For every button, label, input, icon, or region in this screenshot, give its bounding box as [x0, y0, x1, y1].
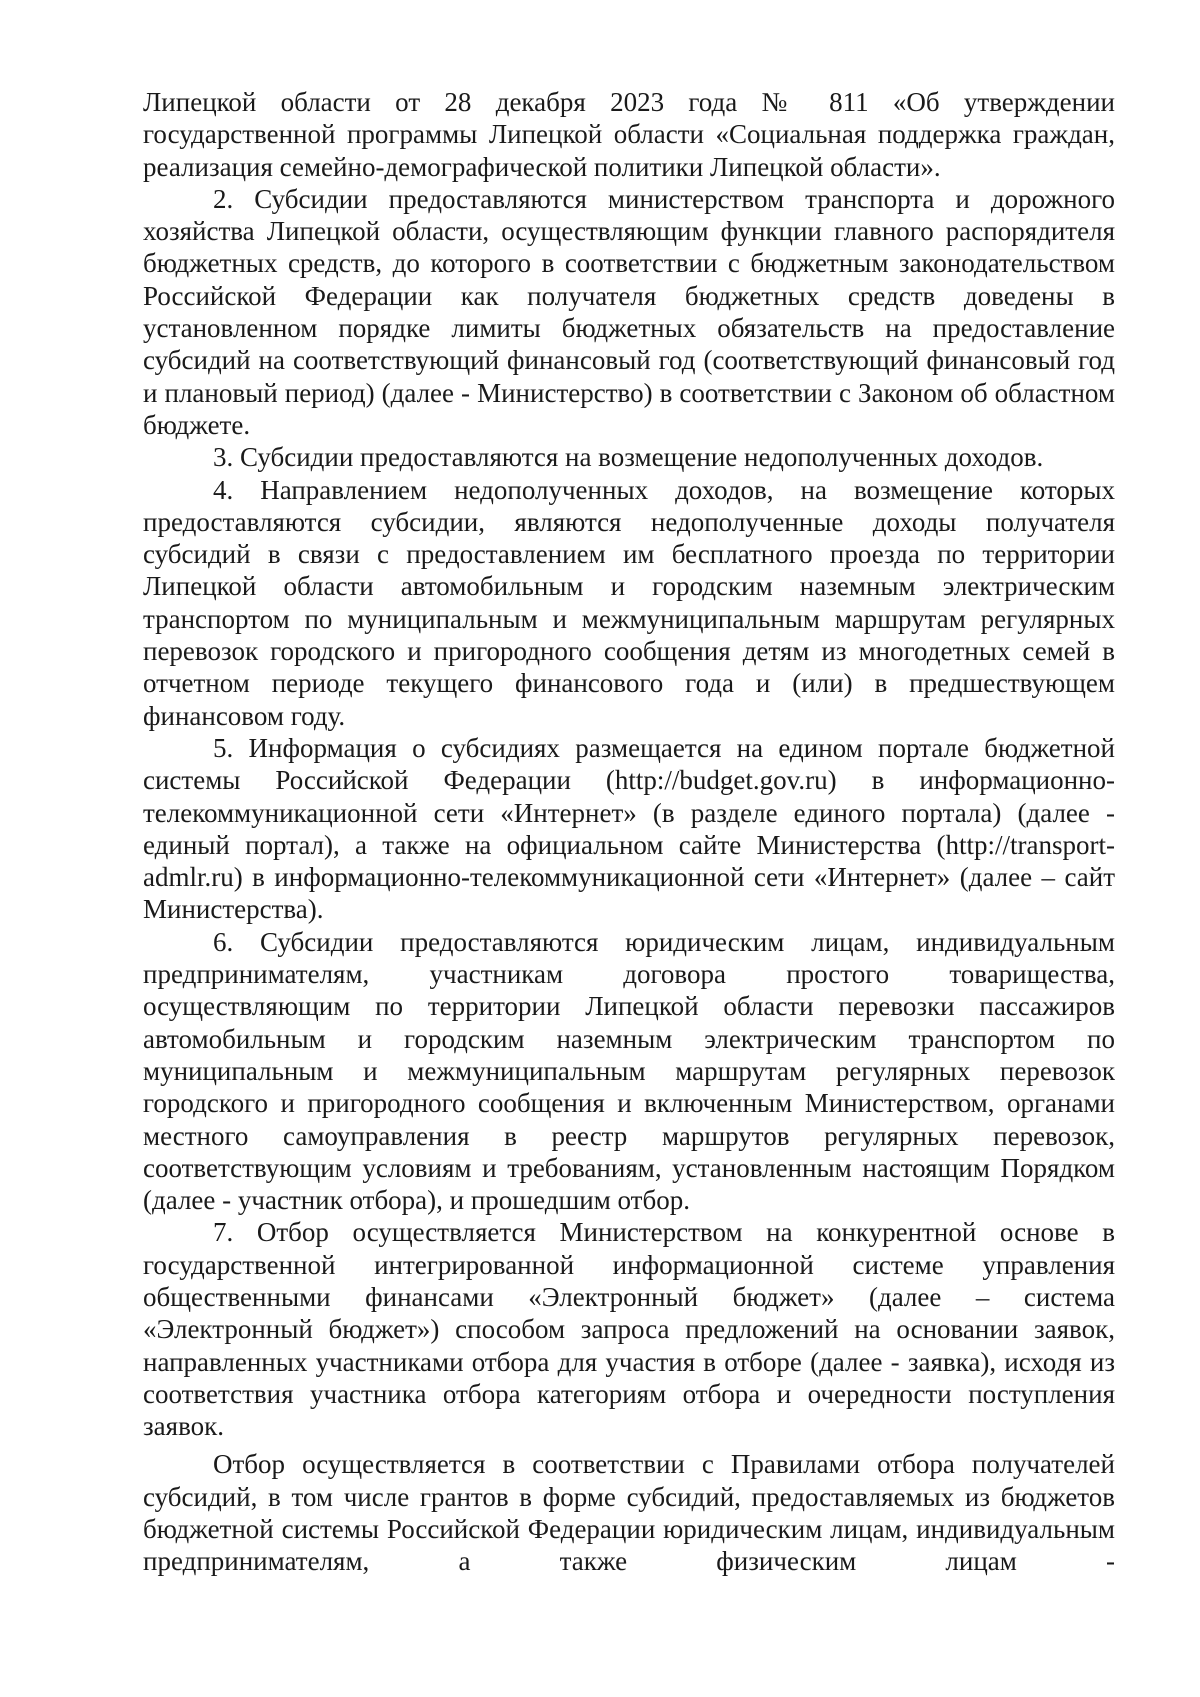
paragraph-clause-6: 6. Субсидии предоставляются юридическим лицам, индивидуальным предпринимателям, участникам договора простого товарищества, осуществляющим по территории Липецкой области перевозки пассажиров автомобильным и городским наземным электрическим транспортом по муниципальным и межмуниципальным маршрутам регулярных перевозок городского и пригородного сообщения и включенным Министерством, органами местного самоуправления в реестр маршрутов регулярных перевозок, соответствующим условиям и требованиям, установленным настоящим Порядком (далее - участник отбора), и прошедшим отбор. — [143, 926, 1115, 1216]
paragraph-clause-2: 2. Субсидии предоставляются министерством транспорта и дорожного хозяйства Липецкой области, осуществляющим функции главного распорядителя бюджетных средств, до которого в соответствии с бюджетным законодательством Российской Федерации как получателя бюджетных средств доведены в установленном порядке лимиты бюджетных обязательств на предоставление субсидий на соответствующий финансовый год (соответствующий финансовый год и плановый период) (далее - Министерство) в соответствии с Законом об областном бюджете. — [143, 183, 1115, 440]
paragraph-clause-7: 7. Отбор осуществляется Министерством на конкурентной основе в государственной интегрированной информационной системе управления общественными финансами «Электронный бюджет» (далее – система «Электронный бюджет») способом запроса предложений на основании заявок, направленных участниками отбора для участия в отборе (далее - заявка), исходя из соответствия участника отбора категориям отбора и очередности поступления заявок. — [143, 1217, 1115, 1442]
paragraph-clause-4: 4. Направлением недополученных доходов, на возмещение которых предоставляются субсидии, являются недополученные доходы получателя субсидий в связи с предоставлением им бесплатного проезда по территории Липецкой области автомобильным и городским наземным электрическим транспортом по муниципальным и межмуниципальным маршрутам регулярных перевозок городского и пригородного сообщения детям из многодетных семей в отчетном периоде текущего финансового года и (или) в предшествующем финансовом году. — [143, 474, 1115, 731]
paragraph-selection-rules: Отбор осуществляется в соответствии с Правилами отбора получателей субсидий, в том числе грантов в форме субсидий, предоставляемых из бюджетов бюджетной системы Российской Федерации юридическим лицам, индивидуальным предпринимателям, а также физическим лицам - — [143, 1449, 1115, 1577]
paragraph-clause-5: 5. Информация о субсидиях размещается на едином портале бюджетной системы Российской Федерации (http://budget.gov.ru) в информационно-телекоммуникационной сети «Интернет» (в разделе единого портала) (далее - единый портал), а также на официальном сайте Министерства (http://transport-admlr.ru) в информационно-телекоммуникационной сети «Интернет» (далее – сайт Министерства). — [143, 732, 1115, 925]
paragraph-clause-3: 3. Субсидии предоставляются на возмещение недополученных доходов. — [213, 442, 1044, 473]
paragraph-continuation: Липецкой области от 28 декабря 2023 года № 811 «Об утверждении государственной программы Липецкой области «Социальная поддержка граждан, реализация семейно-демографической политики Липецкой области». — [143, 87, 1115, 182]
document-body — [143, 86, 1115, 1578]
